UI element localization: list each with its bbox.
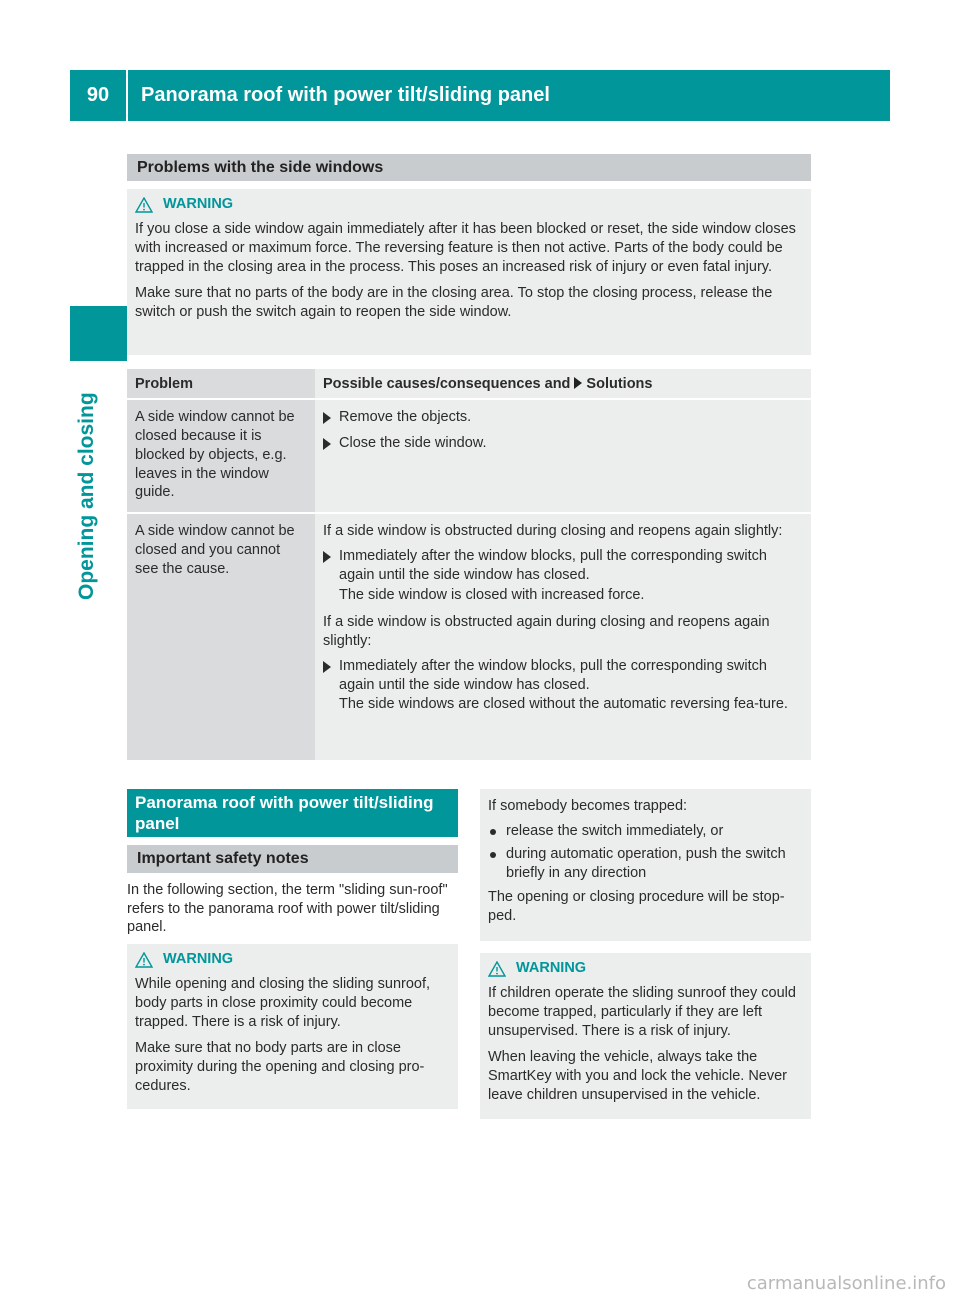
table-header-problem	[127, 369, 315, 400]
troubleshooting-table	[127, 369, 811, 760]
step-text: Remove the objects.	[339, 409, 472, 425]
page-number-text: 90	[86, 84, 110, 107]
solution-cell	[315, 400, 811, 514]
list-item-text: during automatic operation, push the switch briefly in any direction	[506, 846, 786, 882]
warning-paragraph: If children operate the sliding sunroof they could become trapped, particularly if they are left unsupervised. There is a risk of injury.	[488, 985, 796, 1040]
subheading-text: Important safety notes	[137, 850, 309, 868]
warning-paragraph: While opening and closing the sliding sunroof, body parts in close proximity could become trapped. There is a risk of injury.	[135, 976, 431, 1031]
step-text: Immediately after the window blocks, pull the corresponding switch again until the side window has closed.	[339, 548, 767, 584]
watermark: carmanualsonline.info	[746, 1273, 946, 1294]
arrow-right-icon	[323, 547, 339, 604]
problem-cell: A side window cannot be closed because it is blocked by objects, e.g. leaves in the window guide.	[127, 400, 315, 514]
table-header-solutions	[315, 369, 811, 400]
problem-cell: A side window cannot be closed and you cannot see the cause.	[127, 514, 315, 760]
warning-box-sunroof	[127, 944, 458, 1109]
warning-title	[135, 195, 803, 214]
page-header	[128, 70, 890, 121]
subheading-safety-notes	[127, 845, 458, 873]
section-heading-side-windows	[127, 154, 811, 181]
warning-paragraph: Make sure that no parts of the body are in the closing area. To stop the closing process, release the switch or push the switch again to reopen the side window.	[135, 284, 773, 320]
bullet-icon	[488, 822, 506, 841]
warning-title	[488, 959, 803, 978]
page-title: Panorama roof with power tilt/sliding panel	[141, 84, 550, 107]
warning-title	[135, 950, 450, 969]
header-text: Problem	[135, 376, 194, 392]
side-tab-marker	[70, 306, 127, 361]
trapped-intro: If somebody becomes trapped:	[488, 798, 688, 814]
step-body	[339, 657, 803, 714]
warning-triangle-icon	[488, 961, 506, 977]
trapped-outro: The opening or closing procedure will be stop-ped.	[488, 888, 785, 924]
action-step	[323, 657, 803, 714]
solution-intro: If a side window is obstructed again during closing and reopens again slightly:	[323, 613, 770, 649]
warning-triangle-icon	[135, 952, 153, 968]
section-title-panorama-roof: Panorama roof with power tilt/sliding panel	[127, 789, 458, 837]
warning-paragraph: When leaving the vehicle, always take the SmartKey with you and lock the vehicle. Never leave children unsupervised in the vehicle.	[488, 1048, 787, 1103]
warning-box-children	[480, 953, 811, 1119]
step-text: Immediately after the window blocks, pull the corresponding switch again until the side window has closed.	[339, 657, 767, 694]
warning-title-text: WARNING	[163, 196, 234, 212]
arrow-right-icon	[323, 434, 339, 456]
solution-intro: If a side window is obstructed during closing and reopens again slightly:	[323, 523, 783, 540]
side-tab-label: Opening and closing	[75, 392, 98, 600]
step-note: The side windows are closed without the automatic reversing fea-ture.	[339, 696, 788, 713]
table-row	[127, 400, 811, 514]
section-heading-text: Problems with the side windows	[137, 158, 384, 176]
arrow-right-icon	[574, 377, 582, 389]
action-step	[323, 408, 803, 430]
solution-cell	[315, 514, 811, 760]
intro-paragraph: In the following section, the term "sliding sun-roof" refers to the panorama roof with power tilt/sliding panel.	[127, 882, 448, 936]
warning-box-side-windows	[127, 189, 811, 355]
header-text: Possible causes/consequences and	[323, 376, 571, 392]
arrow-right-icon	[323, 408, 339, 430]
step-text: Close the side window.	[339, 435, 487, 452]
list-item	[488, 845, 803, 883]
warning-title-text: WARNING	[163, 951, 234, 967]
warning-title-text: WARNING	[516, 960, 587, 976]
warning-paragraph: If you close a side window again immediately after it has been blocked or reset, the side window closes with increased or maximum force. The reversing feature is then not active. Parts of the body could be trapped in the closing area in the process. This poses an increased risk of injury or even fatal injury.	[135, 221, 796, 276]
trapped-info-box	[480, 789, 811, 941]
bullet-icon	[488, 845, 506, 883]
step-note: The side window is closed with increased force.	[339, 586, 645, 603]
list-item-text: release the switch immediately, or	[506, 823, 724, 840]
step-body	[339, 547, 803, 604]
warning-triangle-icon	[135, 197, 153, 213]
page-number	[70, 70, 126, 121]
warning-paragraph: Make sure that no body parts are in close proximity during the opening and closing pro-cedures.	[135, 1039, 425, 1094]
action-step	[323, 434, 803, 456]
arrow-right-icon	[323, 657, 339, 714]
table-row	[127, 514, 811, 760]
header-text: Solutions	[586, 376, 653, 392]
list-item	[488, 822, 803, 841]
action-step	[323, 547, 803, 604]
